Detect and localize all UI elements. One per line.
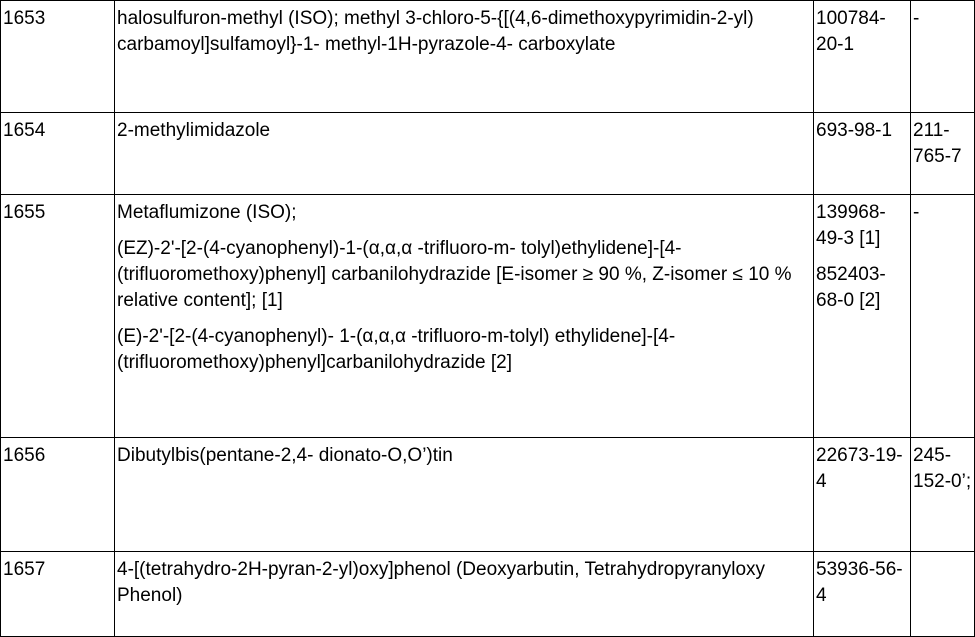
table-row (1, 552, 975, 637)
entry-number-cell: 1657 (1, 552, 115, 637)
ec-number: - (913, 202, 920, 223)
table-row (1, 1, 975, 113)
cas-number: 53936-56-4 (816, 559, 903, 606)
ec-number-cell (911, 113, 975, 195)
substance-name-isomer-2: (E)-2'-[2-(4-cyanophenyl)- 1-(α,α,α -trifluoro-m-tolyl) ethylidene]-[4-(trifluoromethoxy)phenyl]carbanilohydrazide [2] (117, 326, 676, 373)
ec-number: 245-152-0’; (913, 445, 972, 492)
substance-name: Metaflumizone (ISO); (117, 202, 297, 223)
cas-number: 100784-20-1 (816, 8, 886, 55)
ec-number-cell (911, 1, 975, 113)
cas-number: 22673-19-4 (816, 445, 903, 492)
cas-number-cell (814, 552, 911, 637)
cas-number-cell (814, 113, 911, 195)
entry-number-cell: 1656 (1, 438, 115, 552)
ec-number-cell (911, 438, 975, 552)
entry-number-cell: 1655 (1, 195, 115, 438)
table-row (1, 195, 975, 438)
substance-name: 4-[(tetrahydro-2H-pyran-2-yl)oxy]phenol (Deoxyarbutin, Tetrahydropyranyloxy Phenol) (117, 559, 766, 606)
substance-name-cell (115, 438, 814, 552)
substance-name-cell (115, 113, 814, 195)
substance-name: Dibutylbis(pentane-2,4- dionato-O,O’)tin (117, 445, 453, 466)
ec-number: 211-765-7 (913, 120, 962, 167)
ec-number-cell (911, 195, 975, 438)
cas-number: 693-98-1 (816, 120, 893, 141)
substance-name-isomer-1: (EZ)-2'-[2-(4-cyanophenyl)-1-(α,α,α -trifluoro-m- tolyl)ethylidene]-[4-(trifluoromethoxy)phenyl] carbanilohydrazide [E-isomer ≥ 90 %, Z-isomer ≤ 10 % relative content]; [1] (117, 238, 792, 311)
ec-number: - (913, 8, 920, 29)
table-row (1, 438, 975, 552)
entry-number-cell: 1653 (1, 1, 115, 113)
cas-number-cell (814, 438, 911, 552)
cas-number-cell (814, 195, 911, 438)
substance-name-cell (115, 1, 814, 113)
ec-number-cell (911, 552, 975, 637)
substance-name-cell (115, 552, 814, 637)
entry-number-cell: 1654 (1, 113, 115, 195)
table-row (1, 113, 975, 195)
cas-number-cell (814, 1, 911, 113)
substance-name-cell (115, 195, 814, 438)
cas-number-2: 852403-68-0 [2] (816, 264, 886, 311)
substance-name: 2-methylimidazole (117, 120, 271, 141)
cas-number-1: 139968-49-3 [1] (816, 202, 886, 249)
substance-name: halosulfuron-methyl (ISO); methyl 3-chloro-5-{[(4,6-dimethoxypyrimidin-2-yl) carbamoyl]sulfamoyl}-1- methyl-1H-pyrazole-4- carboxylate (117, 8, 754, 55)
